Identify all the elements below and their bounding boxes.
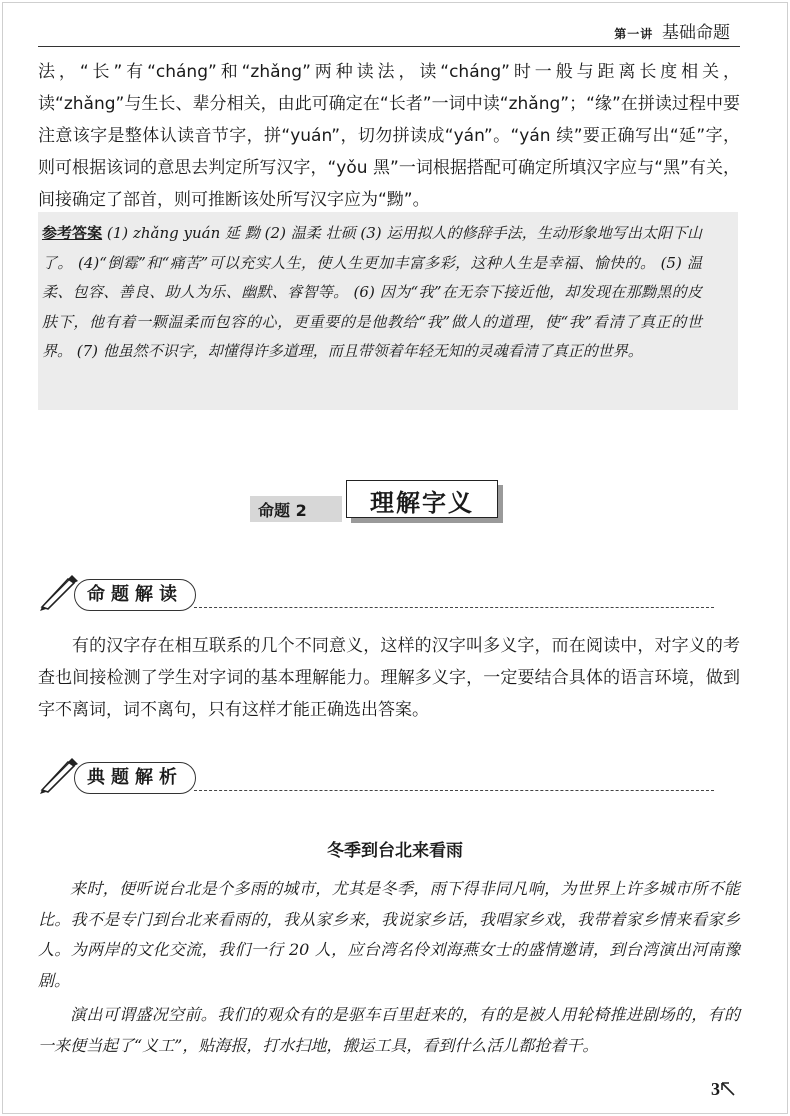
answer-text <box>42 219 702 367</box>
pen-icon <box>38 756 78 794</box>
topic-title: 理解字义 <box>370 488 474 517</box>
section-dashed-rule <box>194 790 714 791</box>
running-header <box>614 18 730 43</box>
topic-label: 命题 2 <box>258 501 307 520</box>
answer-label: 参考答案 <box>42 224 103 242</box>
answer-body: (1) zhǎng yuán 延 黝 (2) 温柔 壮硕 (3) 运用拟人的修辞手法，生动形象地写出太阳下山了。 (4)“倒霉”和“痛苦”可以充实人生，使人生更加丰富多彩，这种人生是幸福、愉快的。 (5) 温柔、包容、善良、助人为乐、幽默、睿智等。 (6) 因为“我”在无奈下接近他，却发现在那黝黑的皮肤下，他有着一颗温柔而包容的心，更重要的是他教给“我”做人的道理，使“我”看清了真正的世界。 (7) 他虽然不识字，却懂得许多道理，而且带领着年轻无知的灵魂看清了真正的世界。 <box>42 224 702 360</box>
section-title-pill: 典题解析 <box>74 762 196 794</box>
header-lecture: 第一讲 <box>614 27 654 41</box>
section-interpretation-text: 有的汉字存在相互联系的几个不同意义，这样的汉字叫多义字，而在阅读中，对字义的考查也间接检测了学生对字词的基本理解能力。理解多义字，一定要结合具体的语言环境，做到字不离词，词不离句，只有这样才能正确选出答案。 <box>38 636 740 720</box>
section-title-pill: 命题解读 <box>74 579 196 611</box>
intro-paragraph: 法，“长”有“cháng”和“zhǎng”两种读法，读“cháng”时一般与距离长度相关，读“zhǎng”与生长、辈分相关，由此可确定在“长者”一词中读“zhǎng”；“缘”在拼读过程中要注意该字是整体认读音节字，拼“yuán”，切勿拼读成“yán”。“yán 续”要正确写出“延”字，则可根据该词的意思去判定所写汉字，“yǒu 黑”一词根据搭配可确定所填汉字应与“黑”有关，间接确定了部首，则可推断该处所写汉字应为“黝”。 <box>38 62 740 210</box>
topic-title-box <box>346 480 498 518</box>
pen-icon <box>38 573 78 611</box>
section-dashed-rule <box>194 607 714 608</box>
header-rule <box>38 46 740 47</box>
story-paragraph: 来时，便听说台北是个多雨的城市，尤其是冬季，雨下得非同凡响，为世界上许多城市所不能比。我不是专门到台北来看雨的，我从家乡来，我说家乡话，我唱家乡戏，我带着家乡情来看家乡人。为两岸的文化交流，我们一行 20 人，应台湾名伶刘海燕女士的盛情邀请，到台湾演出河南豫剧。 <box>38 879 740 990</box>
story-paragraph: 演出可谓盛况空前。我们的观众有的是驱车百里赶来的，有的是被人用轮椅推进剧场的，有的一来便当起了“义工”，贴海报，打水扫地，搬运工具，看到什么活儿都抢着干。 <box>38 1005 740 1055</box>
corner-arrow-icon <box>720 1081 736 1097</box>
story-title: 冬季到台北来看雨 <box>327 841 463 861</box>
page-number: 3 <box>711 1079 720 1099</box>
header-title: 基础命题 <box>662 23 730 43</box>
